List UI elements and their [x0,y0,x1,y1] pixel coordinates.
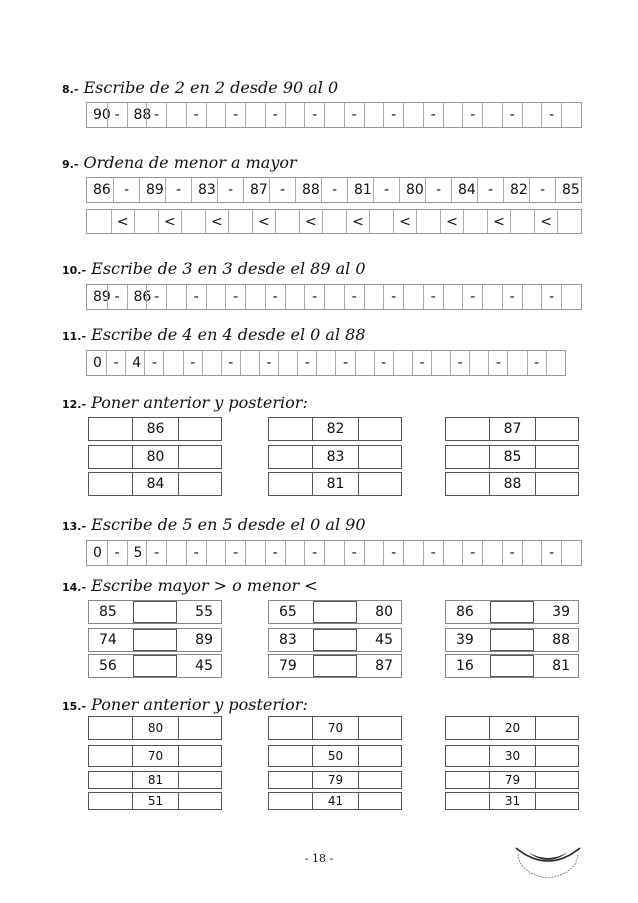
blank-cell[interactable] [403,285,423,309]
number-cell: 86 [127,285,147,309]
number-cell: 5 [127,541,147,565]
blank-cell[interactable] [285,103,305,127]
question-10-title: 10.- Escribe de 3 en 3 desde el 89 al 0 [62,259,366,278]
given-number: 30 [489,746,534,766]
dash-separator: - [186,541,206,565]
blank-cell[interactable] [206,285,226,309]
dash-separator: - [412,351,431,375]
prev-next-row [88,472,222,496]
left-number: 86 [456,604,474,620]
given-number: 41 [312,793,357,809]
dash-separator: - [383,285,403,309]
order-strip-9 [86,209,582,234]
dash-separator: - [527,351,546,375]
previous-answer-box[interactable] [446,446,489,468]
next-answer-box[interactable] [358,446,401,468]
question-12-title: 12.- Poner anterior y posterior: [62,393,308,412]
sequence-strip-9 [86,177,582,203]
prev-next-row [268,417,402,441]
comparison-answer-box[interactable] [133,601,177,623]
blank-cell[interactable] [393,351,412,375]
comparison-answer-box[interactable] [490,655,534,677]
dash-separator: - [373,178,399,202]
blank-cell[interactable] [364,541,384,565]
previous-answer-box[interactable] [89,473,132,495]
compare-row [445,654,579,678]
given-number: 84 [132,473,177,495]
next-answer-box[interactable] [358,717,401,739]
question-13-title: 13.- Escribe de 5 en 5 desde el 0 al 90 [62,515,366,534]
prev-next-row [268,771,402,789]
blank-cell[interactable] [369,210,393,233]
less-than-sign: < [440,210,464,233]
blank-cell[interactable] [228,210,252,233]
comparison-answer-box[interactable] [133,629,177,651]
next-answer-box[interactable] [535,746,578,766]
next-answer-box[interactable] [358,793,401,809]
dash-separator: - [107,103,127,127]
next-answer-box[interactable] [535,717,578,739]
next-answer-box[interactable] [535,446,578,468]
number-cell: 87 [243,178,269,202]
blank-cell[interactable] [364,285,384,309]
prev-next-row [88,792,222,810]
less-than-sign: < [534,210,558,233]
previous-answer-box[interactable] [446,793,489,809]
given-number: 86 [132,418,177,440]
given-number: 70 [132,746,177,766]
dash-separator: - [269,178,295,202]
given-number: 80 [132,446,177,468]
less-than-sign: < [111,210,135,233]
number-cell: 86 [93,182,111,198]
right-number: 55 [195,604,213,620]
blank-cell[interactable] [510,210,534,233]
right-number: 81 [552,658,570,674]
left-number: 83 [279,632,297,648]
given-number: 79 [312,772,357,788]
previous-answer-box[interactable] [446,473,489,495]
blank-cell[interactable] [522,103,542,127]
dash-separator: - [383,541,403,565]
less-than-sign: < [252,210,276,233]
blank-cell[interactable] [245,285,265,309]
less-than-sign: < [393,210,417,233]
prev-next-row [268,716,402,740]
next-answer-box[interactable] [535,793,578,809]
blank-cell[interactable] [181,210,205,233]
number-cell: 88 [295,178,321,202]
dash-separator: - [113,178,139,202]
next-answer-box[interactable] [178,772,221,788]
next-answer-box[interactable] [358,746,401,766]
previous-answer-box[interactable] [89,772,132,788]
dash-separator: - [265,541,285,565]
blank-cell[interactable] [546,351,565,375]
given-number: 81 [312,473,357,495]
next-answer-box[interactable] [178,473,221,495]
dash-separator: - [488,351,507,375]
next-answer-box[interactable] [178,793,221,809]
question-15-title: 15.- Poner anterior y posterior: [62,695,308,714]
prev-next-row [88,771,222,789]
dash-separator: - [477,178,503,202]
dash-separator: - [225,103,245,127]
next-answer-box[interactable] [535,473,578,495]
right-number: 39 [552,604,570,620]
left-number: 85 [99,604,117,620]
blank-cell[interactable] [522,285,542,309]
dash-separator: - [462,103,482,127]
number-cell: 80 [399,178,425,202]
dash-separator: - [144,351,163,375]
dash-separator: - [225,285,245,309]
question-11-title: 11.- Escribe de 4 en 4 desde el 0 al 88 [62,325,366,344]
blank-cell[interactable] [482,541,502,565]
previous-answer-box[interactable] [89,418,132,440]
compare-row [268,628,402,652]
number-cell: 0 [93,355,102,371]
dash-separator: - [304,103,324,127]
dash-separator: - [107,541,127,565]
dash-separator: - [186,285,206,309]
given-number: 88 [489,473,534,495]
dash-separator: - [146,541,166,565]
blank-cell[interactable] [245,541,265,565]
left-number: 74 [99,632,117,648]
previous-answer-box[interactable] [269,746,312,766]
blank-cell[interactable] [403,541,423,565]
blank-cell[interactable] [443,103,463,127]
blank-cell[interactable] [206,541,226,565]
number-cell: 89 [93,289,111,305]
left-number: 56 [99,658,117,674]
right-number: 45 [195,658,213,674]
right-number: 89 [195,632,213,648]
dash-separator: - [146,285,166,309]
comparison-answer-box[interactable] [313,655,357,677]
left-number: 39 [456,632,474,648]
prev-next-row [268,792,402,810]
dash-separator: - [450,351,469,375]
less-than-sign: < [346,210,370,233]
blank-cell[interactable] [163,351,182,375]
number-cell: 90 [93,107,111,123]
dash-separator: - [529,178,555,202]
number-cell: 85 [555,178,581,202]
dash-separator: - [335,351,354,375]
comparison-answer-box[interactable] [490,629,534,651]
blank-cell[interactable] [240,351,259,375]
blank-cell[interactable] [522,541,542,565]
blank-cell[interactable] [482,103,502,127]
number-cell: 88 [127,103,147,127]
question-14-title: 14.- Escribe mayor > o menor < [62,576,318,595]
author-logo [508,834,588,888]
next-answer-box[interactable] [178,746,221,766]
given-number: 51 [132,793,177,809]
left-number: 16 [456,658,474,674]
previous-answer-box[interactable] [269,717,312,739]
given-number: 79 [489,772,534,788]
dash-separator: - [344,285,364,309]
comparison-answer-box[interactable] [313,601,357,623]
compare-row [268,654,402,678]
blank-cell[interactable] [134,210,158,233]
given-number: 85 [489,446,534,468]
number-cell: 0 [93,545,102,561]
blank-cell[interactable] [364,103,384,127]
blank-cell[interactable] [166,285,186,309]
dash-separator: - [225,541,245,565]
dash-separator: - [297,351,316,375]
dash-separator: - [462,285,482,309]
given-number: 31 [489,793,534,809]
dash-separator: - [423,285,443,309]
blank-cell[interactable] [557,210,581,233]
blank-cell[interactable] [275,210,299,233]
previous-answer-box[interactable] [446,418,489,440]
dash-separator: - [186,103,206,127]
blank-cell[interactable] [166,541,186,565]
blank-cell[interactable] [166,103,186,127]
prev-next-row [445,745,579,767]
dash-separator: - [541,541,561,565]
dash-separator: - [541,103,561,127]
blank-cell[interactable] [403,103,423,127]
given-number: 50 [312,746,357,766]
blank-cell[interactable] [469,351,488,375]
dash-separator: - [265,103,285,127]
blank-cell[interactable] [324,541,344,565]
blank-cell[interactable] [245,103,265,127]
next-answer-box[interactable] [178,418,221,440]
sequence-strip-10 [86,284,582,310]
given-number: 81 [132,772,177,788]
blank-cell[interactable] [278,351,297,375]
previous-answer-box[interactable] [446,746,489,766]
given-number: 83 [312,446,357,468]
given-number: 20 [489,717,534,739]
dash-separator: - [106,351,125,375]
prev-next-row [88,445,222,469]
blank-cell[interactable] [463,210,487,233]
blank-cell[interactable] [561,103,581,127]
prev-next-row [445,472,579,496]
compare-row [88,628,222,652]
prev-next-row [268,445,402,469]
dash-separator: - [462,541,482,565]
blank-cell[interactable] [324,103,344,127]
previous-answer-box[interactable] [269,446,312,468]
blank-cell[interactable] [202,351,221,375]
previous-answer-box[interactable] [446,717,489,739]
blank-cell[interactable] [206,103,226,127]
right-number: 87 [375,658,393,674]
dash-separator: - [321,178,347,202]
prev-next-row [88,745,222,767]
dash-separator: - [502,103,522,127]
dash-separator: - [374,351,393,375]
less-than-sign: < [487,210,511,233]
blank-cell[interactable] [416,210,440,233]
prev-next-row [445,792,579,810]
number-cell: 84 [451,178,477,202]
next-answer-box[interactable] [535,772,578,788]
dash-separator: - [541,285,561,309]
dash-separator: - [265,285,285,309]
dash-separator: - [383,103,403,127]
dash-separator: - [259,351,278,375]
given-number: 80 [132,717,177,739]
next-answer-box[interactable] [535,418,578,440]
blank-cell[interactable] [87,210,111,233]
dash-separator: - [502,285,522,309]
question-8-title: 8.- Escribe de 2 en 2 desde 90 al 0 [62,78,339,97]
blank-cell[interactable] [431,351,450,375]
next-answer-box[interactable] [358,418,401,440]
question-9-title: 9.- Ordena de menor a mayor [62,153,297,172]
previous-answer-box[interactable] [89,746,132,766]
prev-next-row [268,472,402,496]
compare-row [445,600,579,624]
previous-answer-box[interactable] [269,418,312,440]
dash-separator: - [304,285,324,309]
comparison-answer-box[interactable] [133,655,177,677]
sequence-strip-8 [86,102,582,128]
prev-next-row [268,745,402,767]
blank-cell[interactable] [561,285,581,309]
dash-separator: - [146,103,166,127]
previous-answer-box[interactable] [269,473,312,495]
previous-answer-box[interactable] [89,793,132,809]
blank-cell[interactable] [443,285,463,309]
less-than-sign: < [205,210,229,233]
left-number: 79 [279,658,297,674]
previous-answer-box[interactable] [446,772,489,788]
given-number: 70 [312,717,357,739]
number-cell: 89 [139,178,165,202]
blank-cell[interactable] [324,285,344,309]
dash-separator: - [183,351,202,375]
prev-next-row [88,417,222,441]
prev-next-row [445,417,579,441]
blank-cell[interactable] [322,210,346,233]
right-number: 88 [552,632,570,648]
dash-separator: - [217,178,243,202]
prev-next-row [445,716,579,740]
dash-separator: - [423,103,443,127]
next-answer-box[interactable] [178,446,221,468]
dash-separator: - [344,103,364,127]
blank-cell[interactable] [285,541,305,565]
right-number: 80 [375,604,393,620]
dash-separator: - [423,541,443,565]
number-cell: 83 [191,178,217,202]
next-answer-box[interactable] [358,772,401,788]
number-cell: 82 [503,178,529,202]
next-answer-box[interactable] [358,473,401,495]
comparison-answer-box[interactable] [313,629,357,651]
dash-separator: - [165,178,191,202]
blank-cell[interactable] [482,285,502,309]
blank-cell[interactable] [355,351,374,375]
given-number: 87 [489,418,534,440]
less-than-sign: < [299,210,323,233]
previous-answer-box[interactable] [89,717,132,739]
compare-row [88,654,222,678]
dash-separator: - [502,541,522,565]
number-cell: 4 [125,351,144,375]
less-than-sign: < [158,210,182,233]
dash-separator: - [221,351,240,375]
blank-cell[interactable] [316,351,335,375]
prev-next-row [445,445,579,469]
blank-cell[interactable] [507,351,526,375]
previous-answer-box[interactable] [269,793,312,809]
right-number: 45 [375,632,393,648]
prev-next-row [445,771,579,789]
given-number: 82 [312,418,357,440]
dash-separator: - [344,541,364,565]
prev-next-row [88,716,222,740]
page-number: - 18 - [304,852,334,865]
dash-separator: - [304,541,324,565]
sequence-strip-13 [86,540,582,566]
blank-cell[interactable] [285,285,305,309]
dash-separator: - [425,178,451,202]
previous-answer-box[interactable] [89,446,132,468]
compare-row [268,600,402,624]
comparison-answer-box[interactable] [490,601,534,623]
blank-cell[interactable] [561,541,581,565]
sequence-strip-11 [86,350,566,376]
blank-cell[interactable] [443,541,463,565]
number-cell: 81 [347,178,373,202]
dash-separator: - [107,285,127,309]
left-number: 65 [279,604,297,620]
compare-row [445,628,579,652]
next-answer-box[interactable] [178,717,221,739]
previous-answer-box[interactable] [269,772,312,788]
compare-row [88,600,222,624]
